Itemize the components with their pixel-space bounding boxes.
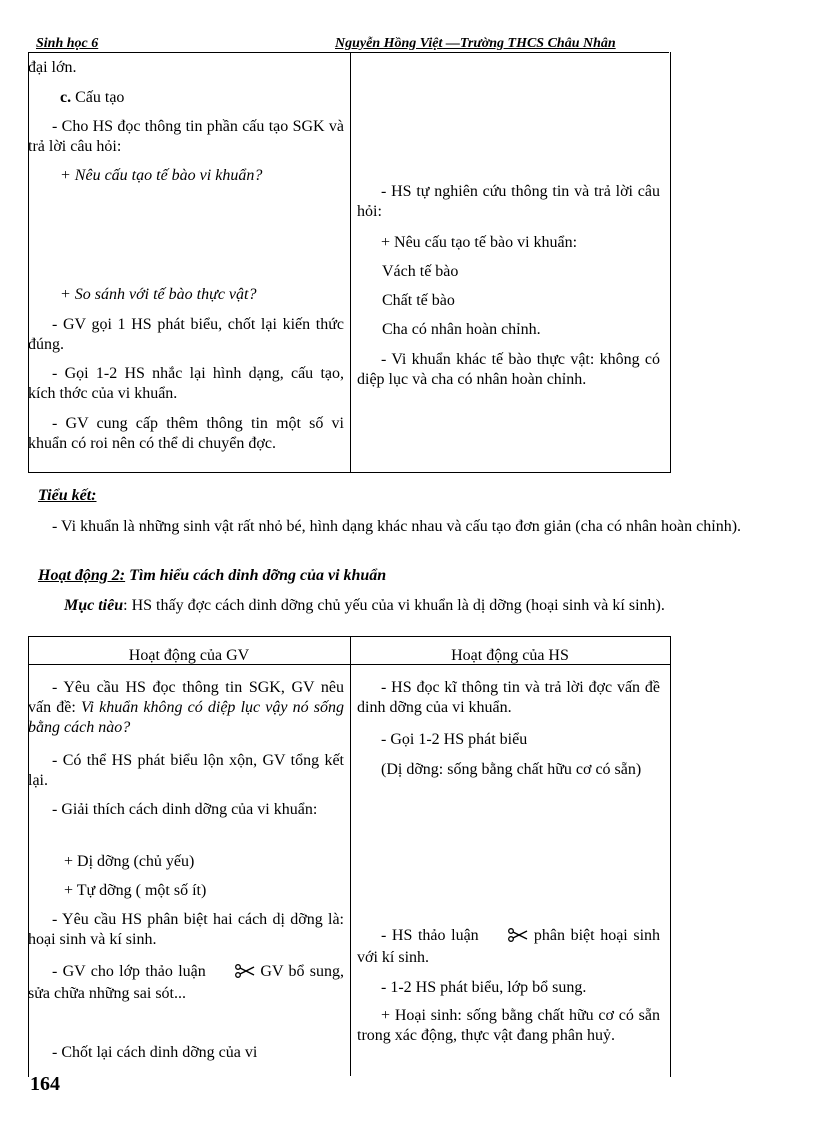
activity2-heading bbox=[38, 566, 738, 586]
t1-left-line-0: đại lớn. bbox=[28, 59, 77, 76]
activity2-goal-label: Mục tiêu bbox=[64, 597, 124, 614]
activity2-heading-text: Tìm hiểu cách dinh dỡng của vi khuẩn bbox=[125, 567, 387, 584]
scissors-icon bbox=[484, 928, 528, 948]
t2-right-p4b: phân biệt hoại sinh với kí sinh. bbox=[357, 927, 661, 966]
header-author: Nguyễn Hồng Việt —Trường THCS Châu Nhân bbox=[335, 36, 616, 51]
t1-right-line-3: Chất tế bào bbox=[382, 292, 455, 309]
t2-right-p5: - 1-2 HS phát biểu, lớp bổ sung. bbox=[381, 979, 587, 996]
t2-col-gv: Hoạt động của GV bbox=[128, 647, 250, 664]
t1-left-subheading-text: Cấu tạo bbox=[75, 89, 125, 106]
t2-right-p4 bbox=[357, 926, 660, 968]
t2-right-p6: + Hoại sinh: sống bằng chất hữu cơ có sẵn trong xác động, thực vật đang phân huỷ. bbox=[357, 1007, 660, 1044]
scissors-icon bbox=[211, 964, 255, 984]
t2-left-p2: - Có thể HS phát biểu lộn xộn, GV tổng kết lại. bbox=[28, 752, 344, 789]
t2-left-p8: - Chốt lại cách dinh dỡng của vi bbox=[52, 1044, 258, 1061]
t1-right-line-0: - HS tự nghiên cứu thông tin và trả lời câu hỏi: bbox=[357, 183, 660, 220]
t1-left-line-5: - GV gọi 1 HS phát biểu, chốt lại kiến thức đúng. bbox=[28, 316, 344, 353]
t2-left-p1-italic: Vi khuẩn không có diệp lục vậy nó sống bằng cách nào? bbox=[28, 699, 344, 736]
t2-left-p1 bbox=[28, 678, 344, 738]
t2-right-p4a: - HS thảo luận bbox=[381, 927, 479, 944]
t2-left-p6: - Yêu cầu HS phân biệt hai cách dị dỡng là: hoại sinh và kí sinh. bbox=[28, 911, 344, 948]
t2-left-p7 bbox=[28, 962, 344, 1004]
summary-heading: Tiểu kết: bbox=[38, 487, 97, 504]
t2-left-p7a: - GV cho lớp thảo luận bbox=[52, 963, 206, 980]
table-nutrition-divider bbox=[350, 636, 351, 1076]
header-subject: Sinh học 6 bbox=[36, 36, 99, 51]
t1-right-line-2: Vách tế bào bbox=[382, 263, 459, 280]
t2-col-hs: Hoạt động của HS bbox=[451, 647, 569, 664]
t1-left-line-7: - GV cung cấp thêm thông tin một số vi khuẩn có roi nên có thể di chuyển đợc. bbox=[28, 415, 344, 452]
t1-left-line-6: - Gọi 1-2 HS nhắc lại hình dạng, cấu tạo, kích thớc của vi khuẩn. bbox=[28, 365, 344, 402]
activity2-heading-label: Hoạt động 2: bbox=[38, 567, 126, 584]
page-number: 164 bbox=[30, 1073, 60, 1095]
table-structure-divider bbox=[350, 52, 351, 473]
t2-left-p5: + Tự dỡng ( một số ít) bbox=[64, 882, 207, 899]
t2-right-p2: - Gọi 1-2 HS phát biểu bbox=[381, 731, 528, 748]
t1-right-line-5: - Vi khuẩn khác tế bào thực vật: không có diệp lục và cha có nhân hoàn chỉnh. bbox=[357, 351, 660, 388]
t2-right-p3: (Dị dỡng: sống bằng chất hữu cơ có sẵn) bbox=[381, 761, 642, 778]
t1-left-line-3: + Nêu cấu tạo tế bào vi khuẩn? bbox=[60, 167, 263, 184]
t1-left-line-2: - Cho HS đọc thông tin phần cấu tạo SGK và trả lời câu hỏi: bbox=[28, 118, 344, 155]
t2-left-p1-normal: - Yêu cầu HS đọc thông tin SGK, GV nêu vấn đề: bbox=[28, 679, 344, 716]
t1-left-line-4: + So sánh với tế bào thực vật? bbox=[60, 286, 257, 303]
activity2-goal bbox=[28, 596, 768, 616]
t1-left-subheading: c. Cấu tạo bbox=[60, 89, 125, 106]
t2-right-p1: - HS đọc kĩ thông tin và trả lời đợc vấn đề dinh dỡng của vi khuẩn. bbox=[357, 679, 660, 716]
t2-left-p4: + Dị dỡng (chủ yếu) bbox=[64, 853, 195, 870]
summary-text: - Vi khuẩn là những sinh vật rất nhỏ bé, hình dạng khác nhau và cấu tạo đơn giản (cha có nhân hoàn chỉnh). bbox=[52, 518, 742, 535]
t2-left-p7b: GV bổ sung, sửa chữa những sai sót... bbox=[28, 963, 345, 1002]
t2-left-p3: - Giải thích cách dinh dỡng của vi khuẩn: bbox=[52, 801, 318, 818]
t1-right-line-1: + Nêu cấu tạo tế bào vi khuẩn: bbox=[381, 234, 578, 251]
t1-right-line-4: Cha có nhân hoàn chỉnh. bbox=[382, 321, 541, 338]
activity2-goal-text: : HS thấy đợc cách dinh dỡng chủ yếu của vi khuẩn là dị dỡng (hoại sinh và kí sinh). bbox=[123, 597, 665, 614]
